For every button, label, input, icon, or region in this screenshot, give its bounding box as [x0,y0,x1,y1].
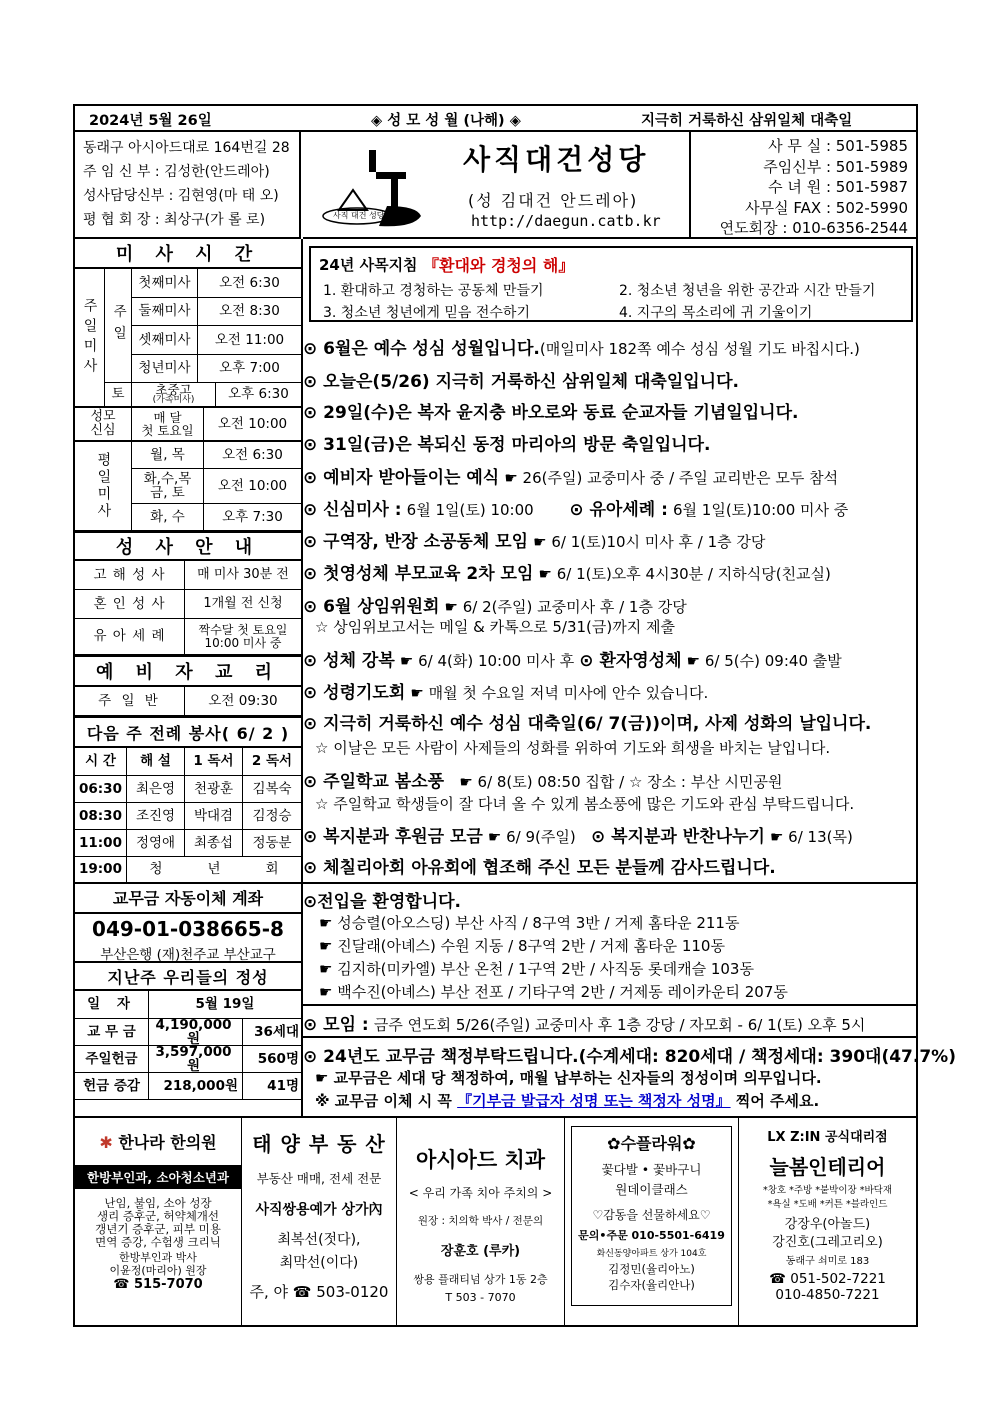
news-19 [315,1090,819,1111]
divider [303,882,916,884]
offering-label: 주일헌금 [75,1046,149,1073]
news-detail: ☛ 6/ 4(화) 10:00 미사 후 [399,652,575,670]
news-9-note: ☆ 상임위보고서는 메일 & 카톡으로 5/31(금)까지 제출 [315,618,675,636]
news-headline: ⊙ 6월은 예수 성심 성월입니다. [303,339,540,359]
service-person: 조진영 [127,803,185,830]
ad-interior-title: LX Z:IN 공식대리점 [767,1130,888,1145]
sun-label: 주일 [105,269,132,383]
news-headline: ⊙ 환자영성체 [579,651,682,671]
policy-label: 24년 사목지침 [319,256,418,274]
news-headline: ⊙ 주일학교 봄소풍 [303,772,445,792]
ad-asiad-tel: T 503 - 7070 [445,1291,516,1304]
service-person: 최은영 [127,776,185,803]
service-time: 06:30 [75,776,127,803]
sacrament-name: 고 해 성 사 [75,561,185,590]
ad-asiad-title: 원장 : 치의학 박사 / 전문의 [417,1215,544,1227]
contact-pastor: 주임신부 : 501-5989 [763,157,908,176]
offering-header: 일 자 [75,991,149,1019]
offering-amount: 4,190,000원 [149,1019,243,1046]
news-detail: ☛ 매월 첫 수요일 저녁 미사에 안수 있습니다. [410,684,709,702]
ad-flower-msg: ♡감동을 선물하세요♡ [592,1208,711,1222]
dues-bank: 부산은행 (재)천주교 부산교구 [100,947,276,963]
mass-time: 오전 6:30 [198,269,301,298]
ad-interior-desc: *창호 *주방 *붙박이장 *바닥재 *욕실 *도배 *커튼 *블라인드 [762,1185,892,1210]
contact-office: 사 무 실 : 501-5985 [768,137,908,155]
ad-flower-name: ✿수플라워✿ [607,1134,696,1153]
offering-amount: 218,000원 [149,1073,243,1100]
parish-title-block [303,132,691,239]
news-8 [303,559,831,584]
dues-title: 교무금 자동이체 계좌 [75,884,301,914]
sat-mass-sub: (가족미사) [152,395,195,406]
ad-hanara-tel: ☎ 515-7070 [113,1277,203,1292]
ad-interior-people: 강장우(아놀드) 강진호(그레고리오) [772,1217,883,1250]
weekday-days: 화,수,목 금, 토 [132,469,204,504]
mass-name: 둘째미사 [132,298,198,326]
ad-interior-tel1: ☎ 051-502-7221 [769,1271,886,1287]
news-detail: 금주 연도회 5/26(주일) 교중미사 후 1층 강당 / 자모회 - 6/ 1(토) 오후 5시 [373,1016,866,1034]
council-line: 평 협 회 장 : 최상구(가 롤 로) [83,212,266,228]
bulletin-date: 2024년 5월 26일 [89,113,212,129]
news-headline: ⊙ 성체 강복 [303,651,395,671]
logo-caption: 사직 대건 성당 [333,211,385,220]
service-person: 정동분 [243,830,301,857]
policy-item: 4. 지구의 목소리에 귀 기울이기 [619,305,813,321]
policy-item: 2. 청소년 청년을 위한 공간과 시간 만들기 [619,283,876,299]
mass-time: 오전 8:30 [198,298,301,326]
ad-taeyang-people: 최복선(젓다), 최막선(이다) [277,1232,361,1271]
offering-header: 5월 19일 [149,991,301,1019]
news-headline: ⊙ 성령기도회 [303,683,406,703]
offering-title: 지난주 우리들의 정성 [75,961,301,991]
ad-hanara-desc: 난임, 불임, 소아 성장 생리 증후군, 허약체개선 갱년기 증후군, 피부 미용 면역 증강, 수험생 크리닉 [95,1196,221,1249]
youth-priest-line: 성사담당신부 : 김현영(마 태 오) [83,188,279,204]
news-6 [303,495,848,520]
ad-flower-desc: 꽃다발 • 꽃바구니 원데이클래스 [601,1162,702,1197]
offering-label: 헌금 증감 [75,1073,149,1100]
news-headline: ⊙ 31일(금)은 복되신 동정 마리아의 방문 축일입니다. [303,435,711,455]
offering-count: 36세대 [243,1019,301,1046]
policy-item: 3. 청소년 청년에게 믿음 전수하기 [323,305,530,321]
service-header: 시 간 [75,748,127,776]
weekday-mass-label: 평일미사 [75,441,132,531]
news-detail: ☛ 6/ 1(토)10시 미사 후 / 1층 강당 [533,533,766,551]
ad-flower-people: 김정민(율리아노) 김수자(율리안나) [608,1262,695,1292]
newcomer: ☛ 김지하(미카엘) 부산 온천 / 1구역 2반 / 사직동 롯데캐슬 103동 [319,960,754,978]
news-18-note: ☛ 교무금은 세대 당 책정하여, 매월 납부하는 신자들의 정성이며 의무입니다. [315,1069,822,1087]
contact-convent: 수 녀 원 : 501-5987 [768,178,908,196]
header-bar [75,106,916,132]
news-16 [303,887,461,912]
sacrament-value: 짝수달 첫 토요일 10:00 미사 중 [185,619,301,655]
offering-count: 41명 [243,1073,301,1100]
bulletin-page [73,104,956,1327]
sacrament-value: 매 미사 30분 전 [185,561,301,590]
policy-item: 1. 환대하고 경청하는 공동체 만들기 [323,283,544,299]
news-4 [303,430,710,455]
service-person: 천광훈 [185,776,243,803]
news-detail: ☛ 26(주일) 교중미사 중 / 주일 교리반은 모두 참석 [504,469,839,487]
first-sat-label: 성모신심 [75,407,132,441]
contact-fax: 사무실 FAX : 502-5990 [745,198,908,217]
ad-asiad-doctor: 장훈호 (루카) [440,1244,521,1259]
news-detail: ※ 교무금 이체 시 꼭 [315,1092,452,1110]
news-headline: ⊙ 모임 : [303,1015,369,1035]
pastor-line: 주 임 신 부 : 김성한(안드레아) [83,164,270,180]
news-10 [303,646,842,671]
news-11 [303,678,708,703]
service-person: 최종섭 [185,830,243,857]
ad-interior-name: 늘봄인테리어 [769,1155,886,1179]
offering-count: 560명 [243,1046,301,1073]
sacrament-name: 혼 인 성 사 [75,590,185,619]
news-detail: (매일미사 182쪽 예수 성심 성월 기도 바칩시다.) [539,340,860,358]
sat-mass-name [132,383,216,407]
mass-time: 오전 11:00 [198,326,301,355]
weekday-time: 오전 6:30 [204,441,301,469]
contact-council: 연도회장 : 010-6356-2544 [719,219,908,237]
newcomer: ☛ 진달래(아녜스) 수원 지동 / 8구역 2반 / 거제 홈타운 110동 [319,937,725,955]
news-headline: ⊙ 지극히 거룩하신 예수 성심 대축일(6/ 7(금))이며, 사제 성화의 날입니다. [303,714,872,734]
mass-name: 청년미사 [132,355,198,383]
parish-patron: (성 김대건 안드레아) [468,191,639,210]
news-headline: ⊙ 복지분과 반찬나누기 [590,827,765,847]
service-time: 19:00 [75,857,127,884]
ad-interior-tel2: 010-4850-7221 [775,1287,880,1303]
sunday-mass-label: 주일미사 [75,269,105,407]
liturgical-month: ◈ 성 모 성 월 (나해) ◈ [371,113,521,129]
newcomer: ☛ 백수진(아녜스) 부산 전포 / 기타구역 2반 / 거제동 레이카운티 207동 [319,983,788,1001]
contact-list [691,132,916,239]
weekday-days: 월, 목 [132,441,204,469]
news-headline: ⊙ 복지분과 후원금 모금 [303,827,483,847]
news-7 [303,527,765,552]
catechumen-title: 예 비 자 교 리 [75,655,301,687]
divider [303,1004,916,1006]
first-sat-name: 매 달 첫 토요일 [132,407,204,441]
news-detail: 6월 1일(토) 10:00 [406,501,534,519]
service-header: 2 독서 [243,748,301,776]
ad-flower-addr: 화신동양아파트 상가 104호 [596,1249,707,1259]
news-2 [303,367,739,392]
offering-amount: 3,597,000원 [149,1046,243,1073]
mass-time: 오후 7:00 [198,355,301,383]
parish-address: 동래구 아시아드대로 164번길 28 [83,140,290,156]
news-12-note: ☆ 이날은 모든 사람이 사제들의 성화를 위하여 기도와 희생을 바치는 날입니다. [315,739,831,757]
service-person: 박대겸 [185,803,243,830]
service-header: 1 독서 [185,748,243,776]
ad-taeyang-loc: 사직쌍용예가 상가內 [255,1202,383,1218]
sacrament-value: 1개월 전 신청 [185,590,301,619]
youth-char: 청 [149,861,163,878]
news-detail: ☛ 6/ 13(목) [769,828,853,846]
ad-hanara [75,1118,242,1325]
ad-flower-tel: 문의•주문 010-5501-6419 [578,1229,725,1242]
divider [303,1036,916,1038]
news-headline: ⊙ 구역장, 반장 소공동체 모임 [303,532,529,552]
weekday-days: 화, 수 [132,504,204,531]
sat-mass-title: 초중고 [155,382,192,398]
mass-name: 셋째미사 [132,326,198,355]
sat-mass-time: 오후 6:30 [216,383,301,407]
ad-hanara-name: 한나라 한의원 [118,1133,217,1152]
ad-flower [565,1118,739,1325]
ad-asiad-name: 아시아드 치과 [415,1148,546,1172]
ad-hanara-title [75,1130,241,1153]
news-detail: ☛ 6/ 1(토)오후 4시30분 / 지하식당(친교실) [538,565,831,583]
sat-label: 토 [105,383,132,407]
ad-asiad [397,1118,565,1325]
weekday-time: 오후 7:30 [204,504,301,531]
ad-taeyang-tel: 주, 야 ☎ 503-0120 [249,1283,389,1301]
service-youth [127,857,301,884]
news-detail: 찍어 주세요. [735,1092,820,1110]
news-headline: ⊙ 24년도 교무금 책정부탁드립니다.(수계세대: 820세대 / 책정세대: 390대(47.7%) [303,1047,956,1067]
service-time: 11:00 [75,830,127,857]
catechumen-day: 주 일 반 [75,687,185,716]
news-5 [303,463,838,488]
news-emphasis: 『기부금 발급자 성명 또는 책정자 성명』 [457,1092,731,1110]
ad-asiad-addr: 쌍용 플래티넘 상가 1동 2층 [413,1273,548,1286]
service-person: 김정승 [243,803,301,830]
ad-taeyang [242,1118,397,1325]
news-1 [303,334,860,359]
service-header: 해 설 [127,748,185,776]
sacrament-name: 유 아 세 례 [75,619,185,655]
news-detail: ☛ 6/ 8(토) 08:50 집합 / ☆ 장소 : 부산 시민공원 [459,773,783,791]
weekday-time: 오전 10:00 [204,469,301,504]
news-14 [303,822,853,847]
news-13-note: ☆ 주일학교 학생들이 잘 다녀 올 수 있게 봄소풍에 많은 기도와 관심 부탁드립니다. [315,795,855,813]
dues-account: 049-01-038665-8 [92,917,284,941]
youth-char: 년 [207,861,221,878]
left-column [75,239,303,1118]
news-headline: ⊙ 신심미사 : [303,500,402,520]
sacraments-title: 성 사 안 내 [75,531,301,561]
ad-taeyang-sub: 부동산 매매, 전세 전문 [256,1171,382,1186]
first-sat-time: 오전 10:00 [204,407,301,441]
ad-hanara-doctor: 한방부인과 박사 이윤정(마리아) 원장 [109,1251,207,1277]
news-headline: ⊙전입을 환영합니다. [303,892,461,912]
news-headline: ⊙ 유아세례 : [569,500,668,520]
news-headline: ⊙ 첫영성체 부모교육 2차 모임 [303,564,534,584]
news-17 [303,1010,865,1035]
ad-hanara-bar: 한방부인과, 소아청소년과 [75,1165,241,1189]
ad-interior-addr: 동래구 쇠미로 183 [785,1256,870,1267]
service-person: 정영애 [127,830,185,857]
service-time: 08:30 [75,803,127,830]
ad-flower-box [571,1126,732,1306]
ad-interior [739,1118,916,1325]
news-18 [303,1042,956,1067]
news-13 [303,767,782,792]
catechumen-time: 오전 09:30 [185,687,301,716]
mass-title: 미 사 시 간 [75,239,301,269]
ad-asiad-slogan: < 우리 가족 치아 주치의 > [408,1186,553,1200]
news-3 [303,398,798,423]
policy-theme: 『환대와 경청의 해』 [423,256,575,275]
news-headline: ⊙ 6월 상임위원회 [303,597,440,617]
feast-title: 지극히 거룩하신 삼위일체 대축일 [641,113,853,129]
policy-box [309,246,913,322]
mass-name: 첫째미사 [132,269,198,298]
news-detail: ☛ 6/ 5(수) 09:40 출발 [686,652,842,670]
news-detail: 6월 1일(토)10:00 미사 중 [672,501,849,519]
flower-icon: ✱ [99,1133,113,1152]
offering-label: 교 무 금 [75,1019,149,1046]
news-12 [303,709,871,734]
service-person: 김복숙 [243,776,301,803]
news-headline: ⊙ 체칠리아회 아유회에 협조해 주신 모든 분들께 감사드립니다. [303,858,776,878]
newcomer: ☛ 성승렬(아오스딩) 부산 사직 / 8구역 3반 / 거제 홈타운 211동 [319,914,740,932]
news-15 [303,853,776,878]
news-headline: ⊙ 29일(수)은 복자 윤지충 바오로와 동료 순교자들 기념일입니다. [303,403,799,423]
parish-url[interactable]: http://daegun.catb.kr [471,212,661,230]
news-detail: ☛ 6/ 9(주일) [487,828,576,846]
news-headline: ⊙ 예비자 받아들이는 예식 [303,468,500,488]
news-detail: ☛ 6/ 2(주일) 교중미사 후 / 1층 강당 [444,598,687,616]
youth-char: 회 [265,861,279,878]
service-title: 다음 주 전례 봉사( 6/ 2 ) [75,716,301,748]
news-9 [303,592,687,617]
parish-name: 사직대건성당 [463,143,650,176]
news-headline: ⊙ 오늘은(5/26) 지극히 거룩하신 삼위일체 대축일입니다. [303,372,739,392]
parish-staff [75,132,301,239]
ad-taeyang-name: 태 양 부 동 산 [252,1132,386,1156]
